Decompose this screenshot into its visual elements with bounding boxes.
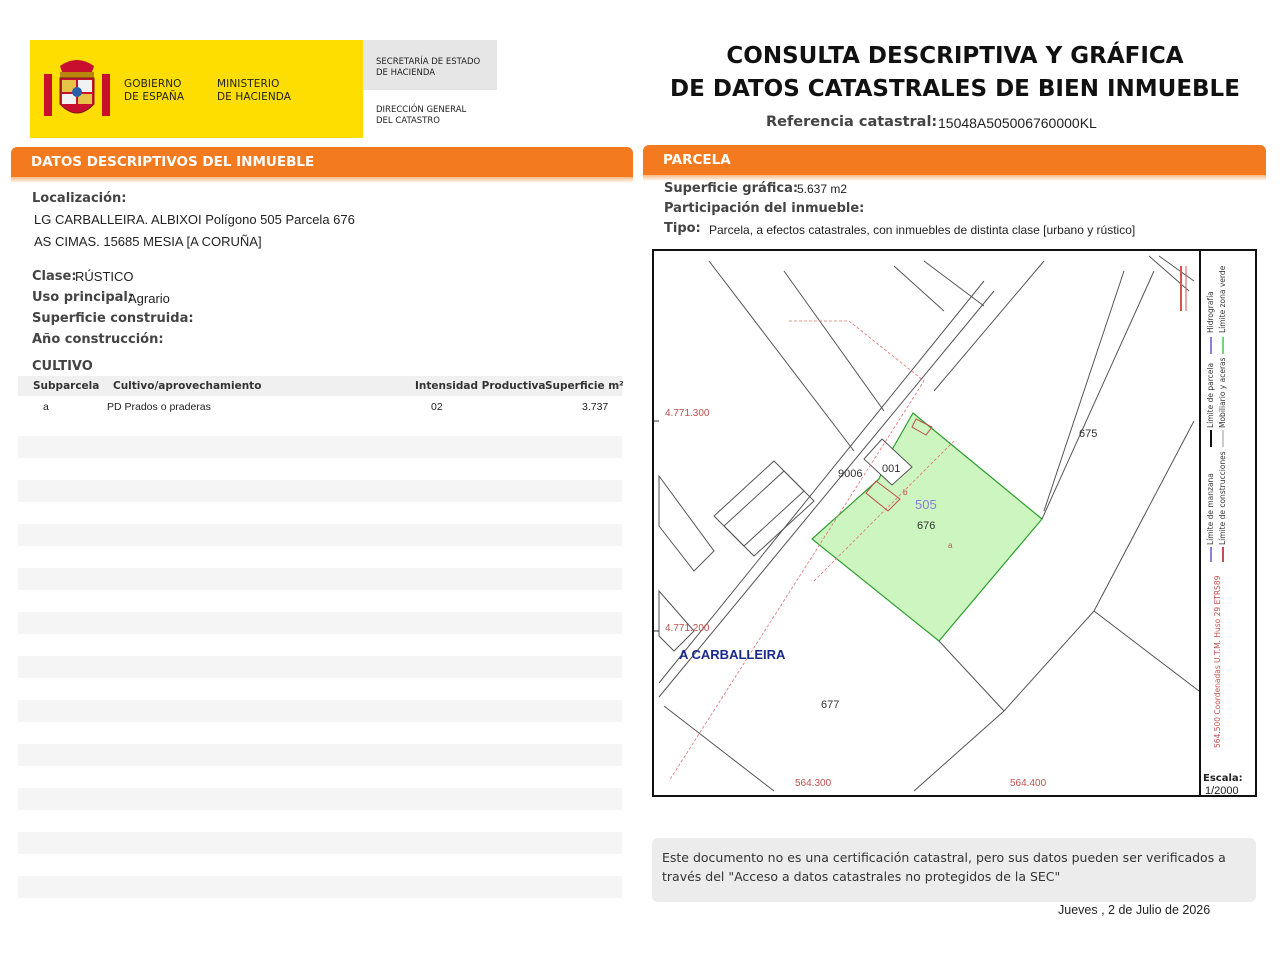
tipo-value: Parcela, a efectos catastrales, con inmuebles de distinta clase [urbano y rústico]	[709, 223, 1136, 237]
row-band	[18, 788, 622, 810]
localizacion-line1: LG CARBALLEIRA. ALBIXOI Polígono 505 Parcela 676	[34, 212, 355, 227]
cell-subparcela: a	[43, 401, 49, 413]
cell-intensidad: 02	[431, 401, 443, 413]
row-band	[18, 568, 622, 590]
row-band	[18, 744, 622, 766]
map-label-001: 001	[882, 463, 901, 475]
escala-value: 1/2000	[1205, 785, 1239, 797]
legend-limite-parcela: Límite de parcela	[1206, 362, 1215, 428]
col-subparcela: Subparcela	[33, 380, 100, 392]
row-band	[18, 876, 622, 898]
map-label-676: 676	[917, 520, 936, 532]
uso-value: Agrario	[128, 291, 170, 306]
superficie-construida-label: Superficie construida:	[32, 311, 194, 326]
map-label-poligono: 505	[915, 497, 937, 512]
note-line2: través del "Acceso a datos catastrales no protegidos de la SEC"	[662, 869, 1061, 884]
refcat-label: Referencia catastral:	[766, 114, 938, 130]
row-band	[18, 700, 622, 722]
legend-utm: 564.500 Coordenadas U.T.M. Huso 29 ETRS89	[1213, 575, 1222, 748]
cell-superficie: 3.737	[582, 401, 609, 413]
legend-separator	[1199, 251, 1201, 795]
superficie-grafica-label: Superficie gráfica:	[664, 181, 799, 196]
coat-of-arms-icon	[40, 52, 114, 126]
col-intensidad: Intensidad Productiva	[415, 380, 546, 392]
row-band	[18, 832, 622, 854]
coord-x2: 564.400	[1010, 778, 1047, 789]
section-bar-parcela: PARCELA	[643, 145, 1266, 175]
coord-y2: 4.771.200	[665, 623, 710, 634]
document-date: Jueves , 2 de Julio de 2026	[1058, 903, 1211, 917]
legend-mobiliario: Mobiliario y aceras	[1218, 357, 1227, 428]
tipo-label: Tipo:	[664, 221, 701, 236]
localizacion-line2: AS CIMAS. 15685 MESIA [A CORUÑA]	[34, 234, 262, 249]
map-label-place: A CARBALLEIRA	[679, 647, 786, 662]
uso-label: Uso principal:	[32, 290, 134, 305]
map-label-9006: 9006	[838, 468, 863, 480]
superficie-grafica-value: 5.637 m2	[797, 182, 848, 196]
legend-limite-construcciones: Límite de construcciones	[1218, 451, 1227, 545]
section-bar-shadow	[11, 177, 633, 183]
col-cultivo: Cultivo/aprovechamiento	[113, 380, 262, 392]
legend-zona-verde: Límite zona verde	[1218, 265, 1227, 333]
participacion-label: Participación del inmueble:	[664, 201, 865, 216]
map-label-677: 677	[821, 699, 840, 711]
coord-y1: 4.771.300	[665, 408, 710, 419]
localizacion-label: Localización:	[32, 191, 127, 206]
gobierno-text: GOBIERNO DE ESPAÑA	[124, 78, 185, 103]
disclaimer-note	[652, 838, 1256, 902]
document-title-line2: DE DATOS CATASTRALES DE BIEN INMUEBLE	[670, 76, 1240, 102]
row-band	[18, 480, 622, 502]
refcat-value: 15048A505006760000KL	[938, 115, 1097, 131]
row-band	[18, 524, 622, 546]
document-title-line1: CONSULTA DESCRIPTIVA Y GRÁFICA	[726, 43, 1184, 69]
legend-hidrografia: Hidrografía	[1206, 291, 1215, 333]
ministerio-text: MINISTERIO DE HACIENDA	[217, 78, 292, 103]
note-line1: Este documento no es una certificación catastral, pero sus datos pueden ser verificados a	[662, 850, 1226, 865]
cultivo-table-body	[18, 396, 622, 900]
anio-construccion-label: Año construcción:	[32, 332, 164, 347]
map-label-sub-a: a	[948, 541, 953, 550]
legend-limite-manzana: Límite de manzana	[1206, 473, 1215, 545]
escala-label: Escala:	[1203, 773, 1243, 784]
col-superficie: Superficie m²	[545, 380, 624, 392]
direccion-text: DIRECCIÓN GENERAL DEL CATASTRO	[376, 105, 467, 126]
row-band	[18, 656, 622, 678]
clase-label: Clase:	[32, 269, 77, 284]
cultivo-title: CULTIVO	[32, 359, 93, 374]
map-label-sub-b: b	[903, 488, 908, 497]
section-bar-datos: DATOS DESCRIPTIVOS DEL INMUEBLE	[11, 147, 633, 177]
cell-cultivo: PD Prados o praderas	[107, 401, 211, 413]
coord-x1: 564.300	[795, 778, 832, 789]
clase-value: RÚSTICO	[75, 269, 134, 284]
legend-swatches	[1207, 334, 1227, 564]
secretaria-text: SECRETARÍA DE ESTADO DE HACIENDA	[376, 57, 481, 78]
map-label-675: 675	[1079, 428, 1098, 440]
row-band	[18, 436, 622, 458]
row-band	[18, 612, 622, 634]
